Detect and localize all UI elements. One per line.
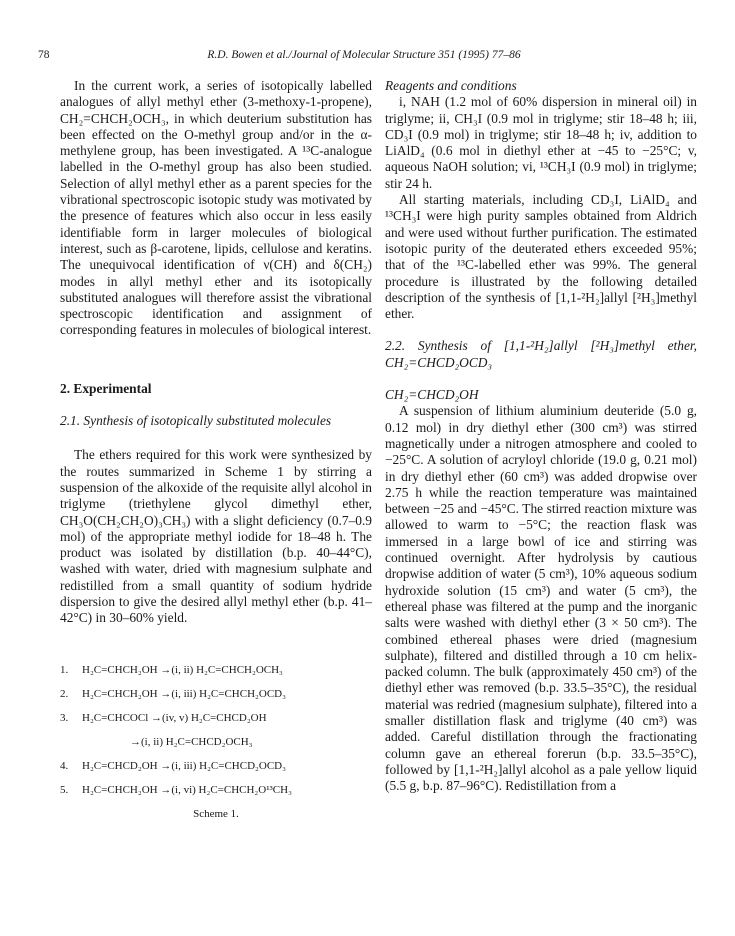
reagents-text: i, NAH (1.2 mol of 60% dispersion in mineral oil) in triglyme; ii, CH₃I (0.9 mol in triglyme; stir 18–48 h; iii, CD₃I (0.9 mol) in triglyme; stir 18–48 h; iv, addition to LiAlD₄ (0.6 mol in diethyl ether at −45 to −25°C; v, aqueous NaOH solution; vi, ¹³CH₃I (0.9 mol) in triglyme; stir 24 h.: [385, 94, 697, 191]
reaction-scheme: [60, 663, 372, 821]
scheme-row: 5. H₂C=CHCH₂OH →(i, vi) H₂C=CHCH₂O¹³CH₃: [60, 783, 292, 796]
synthesis-paragraph: The ethers required for this work were synthesized by the routes summarized in Scheme 1 by stirring a suspension of the alkoxide of the requisite allyl alcohol in triglyme (triethylene glycol dimethyl ether, CH₃O(CH₂CH₂O)₃CH₃) with a slight deficiency (0.7–0.9 mol) of the appropriate methyl iodide for 18–48 h. The product was isolated by distillation (b.p. 40–44°C), washed with water, dried with magnesium sulphate and redistilled from a small quantity of sodium hydride dispersion to give the desired allyl methyl ether (b.p. 41–42°C) in 30–60% yield.: [60, 447, 372, 626]
scheme-row: 1. H₂C=CHCH₂OH →(i, ii) H₂C=CHCH₂OCH₃: [60, 663, 283, 676]
materials-paragraph: All starting materials, including CD₃I, LiAlD₄ and ¹³CH₃I were high purity samples obtained from Aldrich and were used without further purification. The estimated isotopic purity of the deuterated ethers exceeded 95%; that of the ¹³C-labelled ether was 99%. The general procedure is illustrated by the following detailed description of the synthesis of [1,1-²H₂]allyl [²H₃]methyl ether.: [385, 192, 697, 322]
intro-paragraph: In the current work, a series of isotopically labelled analogues of allyl methyl ether (3-methoxy-1-propene), CH₂=CHCH₂OCH₃, in which deuterium substitution has been effected on the O-methyl group and/or in the α-methylene group, has been investigated. A ¹³C-analogue labelled in the O-methyl group has also been studied. Selection of allyl methyl ether as a parent species for the vibrational spectroscopic isotopic study was motivated by the presence of features which also occur in less easily identifiable form in larger molecules of biological interest, such as β-carotene, lipids, cellulose and keratins. The unequivocal identification of ν(CH) and δ(CH₂) modes in allyl methyl ether and its isotopically substituted analogues will therefore assist the vibrational spectroscopic identification and assignment of corresponding features in molecules of biological interest.: [60, 78, 372, 338]
page-number: 78: [38, 49, 50, 61]
reagents-heading: Reagents and conditions: [385, 78, 517, 93]
left-column: [60, 78, 372, 821]
scheme-caption: Scheme 1.: [193, 807, 239, 820]
subsection-heading-2-2: 2.2. Synthesis of [1,1-²H₂]allyl [²H₃]methyl ether, CH₂=CHCD₂OCD₃: [385, 338, 697, 370]
subsection-heading-2-1: 2.1. Synthesis of isotopically substituted molecules: [60, 413, 332, 429]
scheme-row: 4. H₂C=CHCD₂OH →(i, iii) H₂C=CHCD₂OCD₃: [60, 759, 286, 772]
section-heading-experimental: 2. Experimental: [60, 380, 152, 396]
right-column: [385, 78, 697, 794]
scheme-row: →(i, ii) H₂C=CHCD₂OCH₃: [130, 735, 253, 748]
compound-heading: CH₂=CHCD₂OH: [385, 387, 479, 403]
page-header: [38, 49, 690, 65]
running-title: R.D. Bowen et al./Journal of Molecular Structure 351 (1995) 77–86: [207, 49, 521, 61]
scheme-row: 3. H₂C=CHCOCl →(iv, v) H₂C=CHCD₂OH: [60, 711, 267, 724]
scheme-row: 2. H₂C=CHCH₂OH →(i, iii) H₂C=CHCH₂OCD₃: [60, 687, 286, 700]
procedure-paragraph: A suspension of lithium aluminium deuteride (5.0 g, 0.12 mol) in dry diethyl ether (300 cm³) was stirred magnetically under a nitrogen atmosphere and cooled to −25°C. A solution of acryloyl chloride (19.0 g, 0.21 mol) in dry diethyl ether (60 cm³) was added dropwise over 2.75 h while the reaction temperature was maintained between −25 and −45°C. The stirred reaction mixture was allowed to warm to −5°C; the reaction flask was immersed in a large bowl of ice and stirring was continued overnight. After hydrolysis by cautious dropwise addition of water (5 cm³), 10% aqueous sodium hydroxide solution (15 cm³) and water (5 cm³), the ethereal phase was filtered at the pump and the inorganic salts were washed with diethyl ether (3 × 50 cm³). The combined ethereal phases were dried (magnesium sulphate), filtered and distilled through a 10 cm helix-packed column. The bulk (approximately 450 cm³) of the diethyl ether was removed (b.p. 33.5–35°C), the residual material was redried (magnesium sulphate), filtered into a smaller distillation flask and triglyme (40 cm³) was added. Careful distillation through the fractionating column gave an ethereal forerun (b.p. 33.5–35°C), followed by [1,1-²H₂]allyl alcohol as a pale yellow liquid (5.5 g, b.p. 87–96°C). Redistillation from a: [385, 403, 697, 794]
